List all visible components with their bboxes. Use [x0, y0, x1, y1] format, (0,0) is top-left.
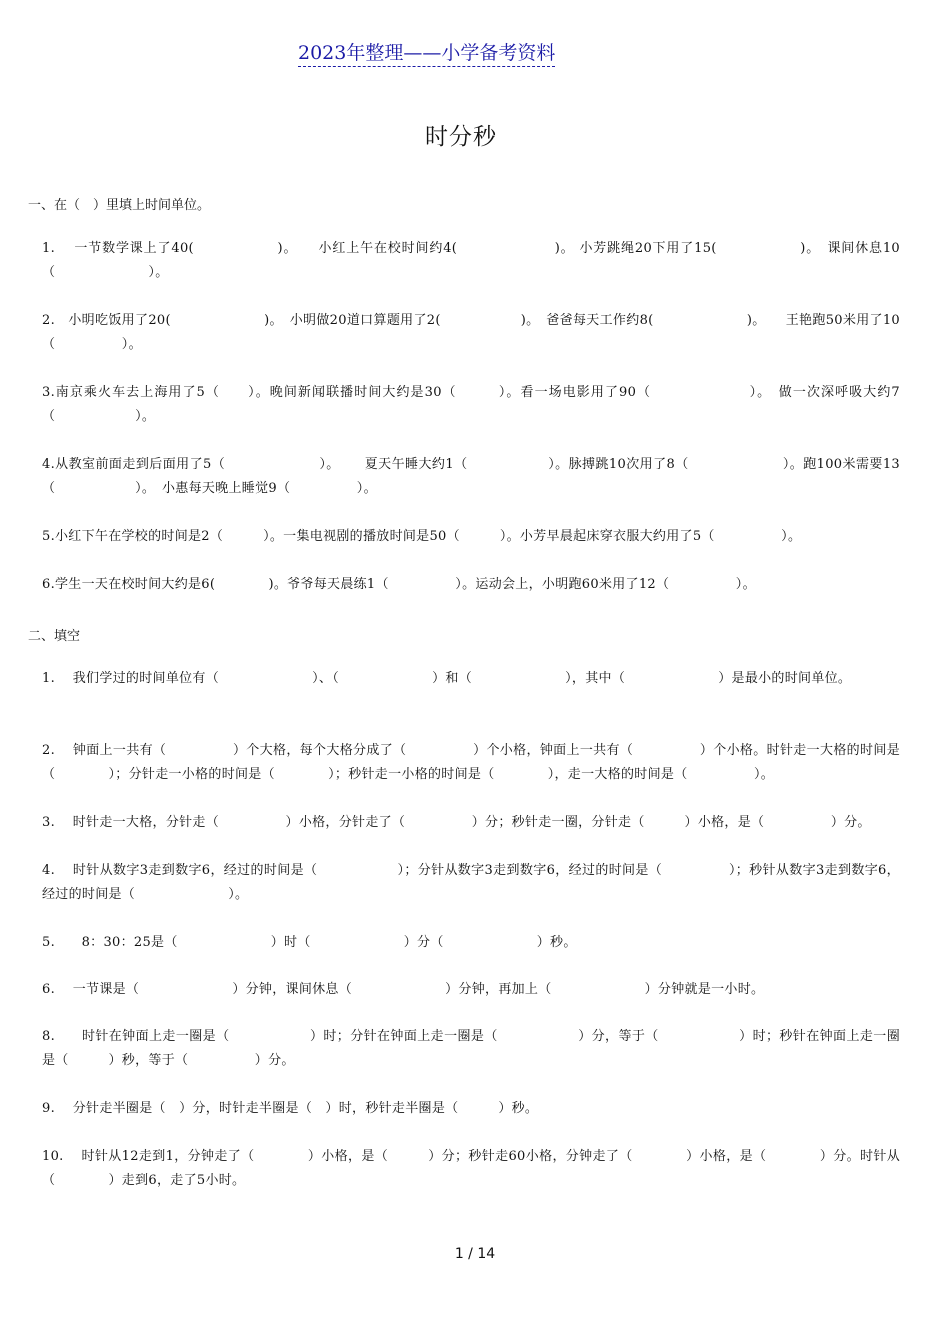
- question-2-8: 8. 时针在钟面上走一圈是（ ）时；分针在钟面上走一圈是（ ）分，等于（ ）时；秒针在钟面上走一圈是（ ）秒，等于（ ）分。: [42, 1029, 900, 1068]
- question-2-5: 5. 8：30：25是（ ）时（ ）分（ ）秒。: [42, 935, 577, 950]
- header-link[interactable]: 2023年整理——小学备考资料: [298, 38, 555, 67]
- page-title: 时分秒: [425, 124, 497, 150]
- section-2-heading: 二、填空: [28, 629, 81, 644]
- question-2-10: 10. 时针从12走到1，分钟走了（ ）小格，是（ ）分；秒针走60小格，分钟走了（ ）小格，是（ ）分。时针从（ ）走到6，走了5小时。: [42, 1149, 900, 1188]
- question-1-3: 3.南京乘火车去上海用了5（ ）。晚间新闻联播时间大约是30（ ）。看一场电影用了90（ ）。 做一次深呼吸大约7（ ）。: [42, 385, 900, 424]
- question-2-9: 9. 分针走半圈是（ ）分，时针走半圈是（ ）时，秒针走半圈是（ ）秒。: [42, 1101, 539, 1116]
- question-1-2: 2. 小明吃饭用了20( )。 小明做20道口算题用了2( )。 爸爸每天工作约8( )。 王艳跑50米用了10（ ）。: [42, 313, 900, 352]
- question-1-5: 5.小红下午在学校的时间是2（ ）。一集电视剧的播放时间是50（ ）。小芳早晨起床穿衣服大约用了5（ ）。: [42, 529, 802, 544]
- question-2-2: 2. 钟面上一共有（ ）个大格，每个大格分成了（ ）个小格，钟面上一共有（ ）个小格。时针走一大格的时间是（ ）；分针走一小格的时间是（ ）；秒针走一小格的时间是（ ），走一大格的时间是（ ）。: [42, 743, 900, 782]
- section-1-heading: 一、在（ ）里填上时间单位。: [28, 198, 211, 213]
- question-1-4: 4.从教室前面走到后面用了5（ ）。 夏天午睡大约1（ ）。脉搏跳10次用了8（ ）。跑100米需要13（ ）。 小惠每天晚上睡觉9（ ）。: [42, 457, 900, 496]
- question-2-6: 6. 一节课是（ ）分钟，课间休息（ ）分钟，再加上（ ）分钟就是一小时。: [42, 982, 765, 997]
- question-1-6: 6.学生一天在校时间大约是6( )。爷爷每天晨练1（ ）。运动会上，小明跑60米用了12（ ）。: [42, 577, 756, 592]
- page-number: 1 / 14: [454, 1246, 496, 1262]
- question-2-1: 1. 我们学过的时间单位有（ ）、（ ）和（ ），其中（ ）是最小的时间单位。: [42, 671, 852, 686]
- question-2-3: 3. 时针走一大格，分针走（ ）小格，分针走了（ ）分；秒针走一圈，分针走（ ）小格，是（ ）分。: [42, 815, 871, 830]
- question-1-1: 1. 一节数学课上了40( )。 小红上午在校时间约4( )。 小芳跳绳20下用了15( )。 课间休息10（ ）。: [42, 241, 900, 280]
- question-2-4: 4. 时针从数字3走到数字6，经过的时间是（ ）；分针从数字3走到数字6，经过的时间是（ ）；秒针从数字3走到数字6，经过的时间是（ ）。: [42, 863, 900, 902]
